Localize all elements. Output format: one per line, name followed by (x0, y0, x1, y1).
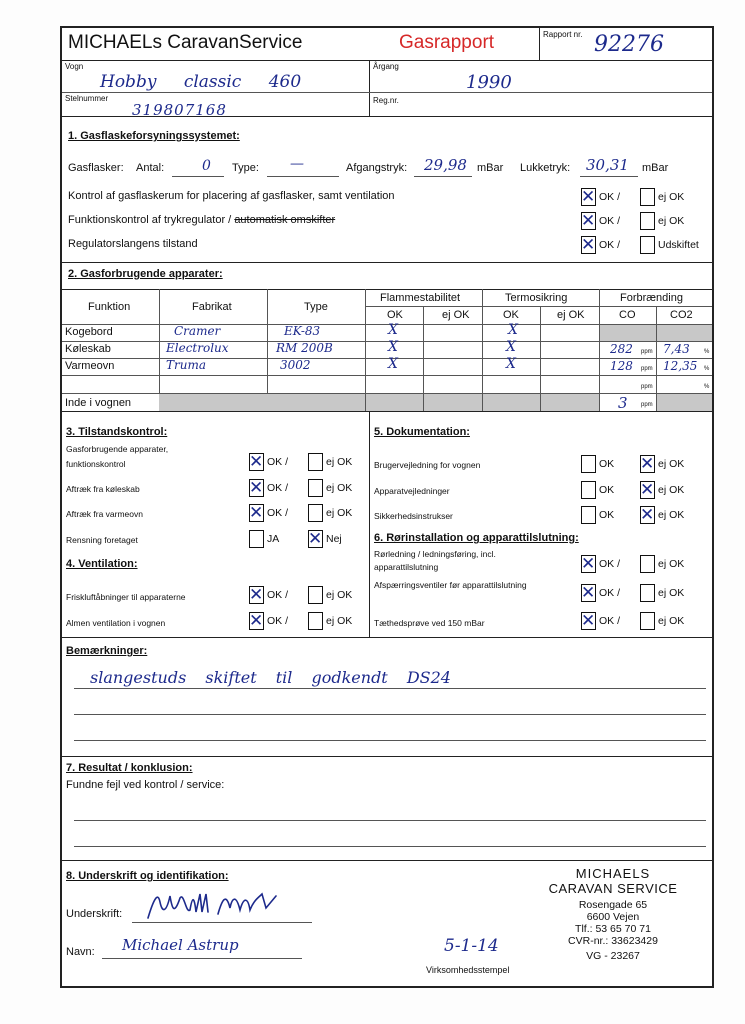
sub-co2: CO2 (670, 309, 693, 321)
aargang-label: Årgang (373, 62, 399, 71)
s3-row3-ok-checkbox[interactable] (249, 504, 264, 522)
s5-row3-ok-label: OK (599, 509, 615, 521)
row1-flamme-ok: X (388, 322, 398, 338)
s6-row3-ejok-label: ej OK (658, 615, 685, 627)
row2-funktion: Køleskab (65, 343, 111, 355)
s3-row2-ok-label: OK / (267, 482, 289, 494)
type-label: Type: (232, 162, 259, 174)
s3-row4-nej-label: Nej (326, 533, 342, 545)
stamp-line5: Tlf.: 53 65 70 71 (575, 923, 651, 935)
stamp-line4: 6600 Vejen (586, 911, 640, 923)
s1-row2-ejok-label: ej OK (658, 215, 685, 227)
sub-co: CO (619, 309, 636, 321)
col-fabrikat: Fabrikat (192, 301, 232, 313)
s3-row4-ja-label: JA (267, 533, 280, 545)
row3-co: 128 (610, 359, 633, 373)
remarks-title: Bemærkninger: (66, 645, 148, 657)
s6-row3-label: Tæthedsprøve ved 150 mBar (374, 618, 485, 628)
row1-fabrikat: Cramer (174, 324, 221, 338)
s1-row2-label (68, 214, 335, 226)
s1-row1-ok-checkbox[interactable] (581, 188, 596, 206)
row2-co2: 7,43 (663, 342, 690, 356)
col-funktion: Funktion (88, 301, 131, 313)
navn-label: Navn: (66, 946, 95, 958)
s3-row2-label: Aftræk fra køleskab (66, 484, 140, 494)
s5-row2-label: Apparatvejledninger (374, 486, 450, 496)
s3-row2-ok-checkbox[interactable] (249, 479, 264, 497)
s4-row1-ejok-label: ej OK (326, 589, 353, 601)
s5-row3-ok-checkbox[interactable] (581, 506, 596, 524)
s3-row1-label: Gasforbrugende apparater, funktionskontrol (66, 444, 169, 469)
row3-funktion: Varmeovn (65, 360, 115, 372)
s6-row1-ok-label: OK / (599, 558, 621, 570)
s4-row1-label: Friskluftåbninger til apparaterne (66, 592, 186, 602)
s6-row3-ok-checkbox[interactable] (581, 612, 596, 630)
s6-row2-ok-checkbox[interactable] (581, 584, 596, 602)
s1-row2-ejok-checkbox[interactable] (640, 212, 655, 230)
s6-row2-ejok-checkbox[interactable] (640, 584, 655, 602)
s5-row3-ejok-label: ej OK (658, 509, 685, 521)
s4-row2-ok-checkbox[interactable] (249, 612, 264, 630)
stelnummer-value: 319807168 (132, 101, 227, 119)
s1-row3-udskiftet-label: Udskiftet (658, 239, 699, 251)
s1-row3-udskiftet-checkbox[interactable] (640, 236, 655, 254)
row4-co2-unit: % (704, 384, 710, 390)
regnr-label: Reg.nr. (373, 96, 399, 105)
s5-row3-label: Sikkerhedsinstrukser (374, 511, 453, 521)
company-name: MICHAELs CaravanService (68, 32, 303, 53)
sub-termo-ok: OK (503, 309, 519, 321)
s5-row2-ok-label: OK (599, 484, 615, 496)
s6-row2-label: Afspærringsventiler før apparattilslutning (374, 580, 527, 590)
type-value: — (290, 156, 304, 172)
s6-row2-ejok-label: ej OK (658, 587, 685, 599)
s1-row1-ok-label: OK / (599, 191, 621, 203)
rapport-nr-label: Rapport nr. (543, 30, 583, 39)
navn-value: Michael Astrup (122, 936, 239, 954)
stamp-line6: CVR-nr.: 33623429 (568, 935, 658, 947)
s1-row3-label: Regulatorslangens tilstand (68, 238, 198, 250)
row3-flamme-ok: X (388, 356, 398, 372)
section7-subtitle: Fundne fejl ved kontrol / service: (66, 779, 225, 791)
s5-row1-ejok-checkbox[interactable] (640, 455, 655, 473)
s1-row2-text: Funktionskontrol af trykregulator / (68, 214, 232, 226)
s3-row4-nej-checkbox[interactable] (308, 530, 323, 548)
row1-termo-ok: X (508, 322, 518, 338)
section6-title: 6. Rørinstallation og apparattilslutning: (374, 532, 579, 544)
lukke-unit: mBar (642, 162, 669, 174)
s4-row2-ok-label: OK / (267, 615, 289, 627)
s6-row1-ejok-checkbox[interactable] (640, 555, 655, 573)
row2-flamme-ok: X (388, 339, 398, 355)
s3-row3-ejok-label: ej OK (326, 507, 353, 519)
report-title: Gasrapport (399, 32, 495, 53)
s5-row1-ok-checkbox[interactable] (581, 455, 596, 473)
s1-row3-ok-label: OK / (599, 239, 621, 251)
s3-row4-ja-checkbox[interactable] (249, 530, 264, 548)
remarks-text[interactable]: slangestuds skiftet til godkendt DS24 (90, 668, 451, 687)
section3-title: 3. Tilstandskontrol: (66, 426, 168, 438)
s4-row2-ejok-checkbox[interactable] (308, 612, 323, 630)
lukke-value: 30,31 (586, 156, 629, 174)
s3-row3-label: Aftræk fra varmeovn (66, 509, 143, 519)
s3-row3-ejok-checkbox[interactable] (308, 504, 323, 522)
row2-co2-unit: % (704, 349, 710, 355)
afgang-unit: mBar (477, 162, 504, 174)
row3-termo-ok: X (506, 356, 516, 372)
s6-row1-label: Rørledning / ledningsføring, incl. apparattilslutning (374, 549, 496, 572)
s3-row4-label: Rensning foretaget (66, 535, 138, 545)
s1-row2-strike: automatisk omskifter (234, 214, 336, 226)
s3-row1-ok-label: OK / (267, 456, 289, 468)
col-termosikring: Termosikring (505, 292, 568, 304)
row1-type: EK-83 (284, 324, 321, 338)
s3-row3-ok-label: OK / (267, 507, 289, 519)
section4-title: 4. Ventilation: (66, 558, 138, 570)
stamp-line2: CARAVAN SERVICE (548, 881, 678, 896)
grey-inde-block (159, 394, 599, 411)
rapport-nr-value: 92276 (594, 32, 664, 57)
stamp-line7: VG - 23267 (586, 950, 640, 962)
s4-row2-ejok-label: ej OK (326, 615, 353, 627)
stamp-line1: MICHAELS (575, 866, 651, 881)
inde-label: Inde i vognen (65, 397, 132, 409)
s6-row2-ok-label: OK / (599, 587, 621, 599)
aargang-value: 1990 (466, 72, 512, 93)
row4-co-unit: ppm (641, 384, 653, 390)
afgang-value: 29,98 (424, 156, 467, 174)
vogn-label: Vogn (65, 62, 84, 71)
row3-type: 3002 (280, 358, 311, 372)
row3-co2: 12,35 (663, 359, 698, 373)
stelnummer-label: Stelnummer (65, 94, 109, 103)
col-type: Type (304, 301, 328, 313)
s1-row1-ejok-label: ej OK (658, 191, 685, 203)
row3-co-unit: ppm (641, 366, 653, 372)
row2-co-unit: ppm (641, 349, 653, 355)
s6-row3-ejok-checkbox[interactable] (640, 612, 655, 630)
section8-title: 8. Underskrift og identifikation: (66, 870, 229, 882)
s3-row1-ok-checkbox[interactable] (249, 453, 264, 471)
gasflasker-label: Gasflasker: (68, 162, 124, 174)
sub-flamme-ejok: ej OK (442, 309, 470, 321)
antal-value: 0 (202, 158, 211, 174)
section7-title: 7. Resultat / konklusion: (66, 762, 193, 774)
s3-row1-ejok-label: ej OK (326, 456, 353, 468)
row3-co2-unit: % (704, 366, 710, 372)
underskrift-label: Underskrift: (66, 908, 123, 920)
s5-row2-ejok-label: ej OK (658, 484, 685, 496)
sub-termo-ejok: ej OK (557, 309, 585, 321)
signature (144, 888, 294, 922)
row2-co: 282 (610, 342, 633, 356)
s5-row1-ejok-label: ej OK (658, 458, 685, 470)
s3-row2-ejok-label: ej OK (326, 482, 353, 494)
col-flammestabilitet: Flammestabilitet (380, 292, 461, 304)
lukke-label: Lukketryk: (520, 162, 571, 174)
s1-row1-label: Kontrol af gasflaskerum for placering af gasflasker, samt ventilation (68, 190, 395, 202)
s5-row2-ejok-checkbox[interactable] (640, 481, 655, 499)
row2-fabrikat: Electrolux (166, 341, 229, 355)
row3-fabrikat: Truma (166, 358, 207, 372)
s1-row2-ok-checkbox[interactable] (581, 212, 596, 230)
s3-row2-ejok-checkbox[interactable] (308, 479, 323, 497)
s4-row2-label: Almen ventilation i vognen (66, 618, 166, 628)
inde-co-unit: ppm (641, 402, 653, 408)
row2-termo-ok: X (506, 339, 516, 355)
section1-title: 1. Gasflaskeforsyningssystemet: (68, 130, 240, 142)
s1-row3-ok-checkbox[interactable] (581, 236, 596, 254)
section2-title: 2. Gasforbrugende apparater: (68, 268, 223, 280)
stamp-line3: Rosengade 65 (578, 899, 648, 911)
afgang-label: Afgangstryk: (346, 162, 408, 174)
s3-row1-ejok-checkbox[interactable] (308, 453, 323, 471)
date-value: 5-1-14 (444, 936, 499, 956)
report-form (60, 26, 714, 988)
s5-row1-ok-label: OK (599, 458, 615, 470)
s4-row1-ok-label: OK / (267, 589, 289, 601)
row2-type: RM 200B (276, 341, 333, 355)
inde-co-value: 3 (618, 394, 628, 412)
s6-row1-ok-checkbox[interactable] (581, 555, 596, 573)
stamp-label: Virksomhedsstempel (426, 965, 510, 975)
grey-inde-co2 (656, 394, 712, 411)
section5-title: 5. Dokumentation: (374, 426, 470, 438)
s5-row1-label: Brugervejledning for vognen (374, 460, 481, 470)
vogn-value: Hobby classic 460 (100, 72, 302, 92)
sub-flamme-ok: OK (387, 309, 403, 321)
s6-row3-ok-label: OK / (599, 615, 621, 627)
row1-funktion: Kogebord (65, 326, 113, 338)
s4-row1-ejok-checkbox[interactable] (308, 586, 323, 604)
col-forbraending: Forbrænding (620, 292, 683, 304)
antal-label: Antal: (136, 162, 165, 174)
s1-row1-ejok-checkbox[interactable] (640, 188, 655, 206)
s1-row2-ok-label: OK / (599, 215, 621, 227)
s6-row1-ejok-label: ej OK (658, 558, 685, 570)
s5-row2-ok-checkbox[interactable] (581, 481, 596, 499)
s4-row1-ok-checkbox[interactable] (249, 586, 264, 604)
company-stamp (528, 866, 698, 962)
s5-row3-ejok-checkbox[interactable] (640, 506, 655, 524)
